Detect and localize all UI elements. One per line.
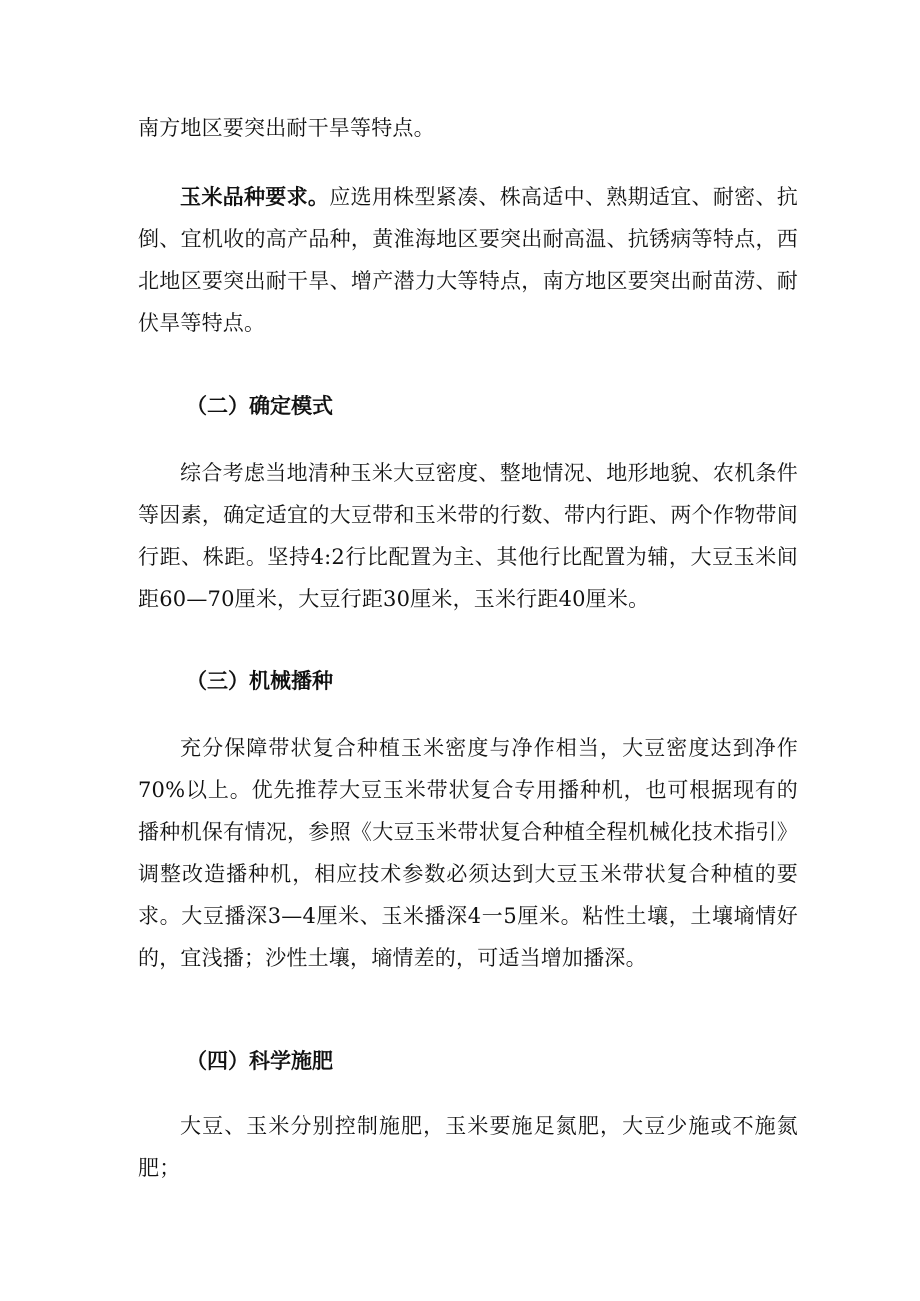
section-heading-sowing: （三）机械播种 (186, 669, 333, 693)
paragraph-southern-drought (138, 107, 798, 149)
paragraph-mode (138, 452, 798, 620)
paragraph-text: 大豆、玉米分别控制施肥，玉米要施足氮肥，大豆少施或不施氮肥； (138, 1114, 798, 1180)
paragraph-text: 综合考虑当地清种玉米大豆密度、整地情况、地形地貌、农机条件等因素，确定适宜的大豆带和玉米带的行数、带内行距、两个作物带间行距、株距。坚持4:2行比配置为主、其他行比配置为辅，大豆玉米间距60—70厘米，大豆行距30厘米，玉米行距40厘米。 (138, 461, 798, 611)
paragraph-text: 充分保障带状复合种植玉米密度与净作相当，大豆密度达到净作70%以上。优先推荐大豆玉米带状复合专用播种机，也可根据现有的播种机保有情况，参照《大豆玉米带状复合种植全程机械化技术指引》调整改造播种机，相应技术参数必须达到大豆玉米带状复合种植的要求。大豆播深3—4厘米、玉米播深4一5厘米。粘性土壤，土壤墒情好的，宜浅播；沙性土壤，墒情差的，可适当增加播深。 (138, 736, 798, 970)
section-heading-mode: （二）确定模式 (186, 394, 333, 418)
paragraph-lead: 玉米品种要求。 (180, 185, 330, 209)
paragraph-corn-variety (138, 176, 798, 344)
paragraph-text: 应选用株型紧凑、株高适中、熟期适宜、耐密、抗倒、宜机收的高产品种，黄淮海地区要突出耐高温、抗锈病等特点，西北地区要突出耐干旱、增产潜力大等特点，南方地区要突出耐苗涝、耐伏旱等特点。 (138, 185, 798, 335)
paragraph-sowing (138, 727, 798, 979)
paragraph-text: 南方地区要突出耐干旱等特点。 (138, 116, 435, 140)
section-heading-fertilizer: （四）科学施肥 (186, 1049, 333, 1073)
paragraph-fertilizer (138, 1105, 798, 1189)
